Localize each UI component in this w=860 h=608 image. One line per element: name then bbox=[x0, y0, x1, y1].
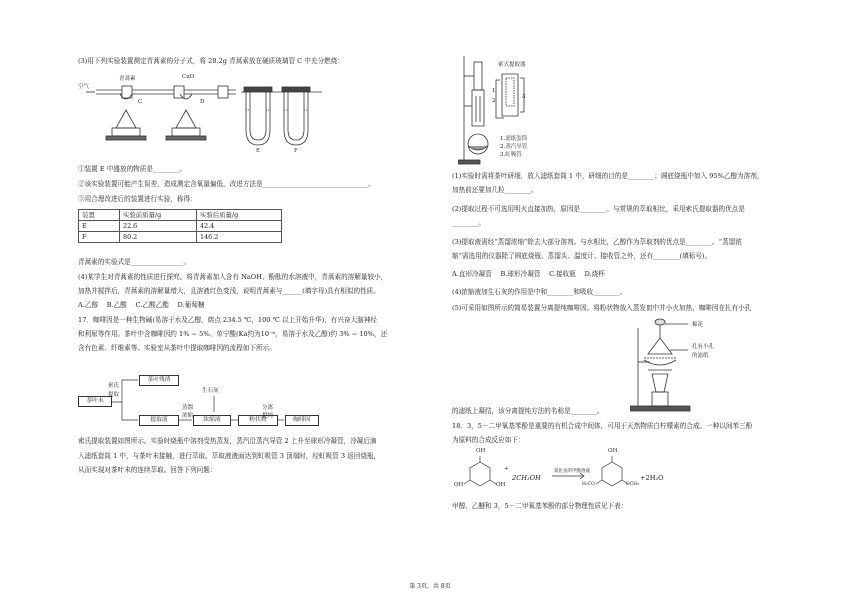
cuo-label: CuO bbox=[182, 74, 195, 80]
q4-line-2: 加热并搅拌后，青蒿素的溶解量增大，且溶液红色变浅，说明青蒿素与______(填字母)具有相似的性质。 bbox=[78, 287, 380, 295]
soxhlet-title: 索式提取器 bbox=[498, 62, 526, 68]
r-q1-line-2: 加热前还要加几粒________。 bbox=[452, 186, 538, 194]
r-q5-line-2: 的滤纸上凝结，该分离提纯方法的名称是________。 bbox=[452, 407, 604, 415]
reaction-condition: 氯化氢的甲醇溶液 bbox=[554, 469, 590, 474]
table-header: 装置 bbox=[79, 210, 120, 221]
label-d: D bbox=[200, 99, 205, 105]
table-cell: 42.4 bbox=[197, 221, 282, 232]
flow-tea-powder: 茶叶末 bbox=[78, 396, 112, 407]
table-cell: 22.6 bbox=[120, 221, 197, 232]
q4-line-1: (4)某学生对青蒿素的性质进行探究。将青蒿素加入含有 NaOH、酚酞的水溶液中，青蒿素的溶解量较小， bbox=[78, 273, 388, 281]
q3-item-3: ③用合理改进后的装置进行实验，称得： bbox=[78, 195, 197, 203]
q3-item-2: ②该实验装置可能产生误差，造成测定含氧量偏低，改进方法是________________________________。 bbox=[78, 180, 375, 188]
flow-concentrate: 浓缩液 bbox=[193, 415, 231, 426]
q17-line-6: 从而实现对茶叶末的连续萃取。回答下列问题： bbox=[78, 466, 217, 474]
flow-soxhlet-2: 提取 bbox=[108, 392, 120, 398]
table-cell: 146.2 bbox=[197, 232, 282, 243]
label-c: C bbox=[138, 99, 143, 105]
table-row bbox=[79, 221, 282, 232]
sublimation-apparatus-figure bbox=[630, 318, 730, 414]
r-q2-line-2: ________。 bbox=[452, 219, 485, 227]
water-product: +2H₂O bbox=[640, 474, 664, 482]
air-label: 空气 bbox=[78, 84, 90, 90]
label-e: E bbox=[256, 148, 261, 154]
r-q2-line-1: (2)提取过程不可选用明火直接加热，原因是________。与常规的萃取相比，采用索氏提取器的优点是 bbox=[452, 205, 745, 213]
soxhlet-legend-1: 1.滤纸套筒 bbox=[500, 136, 528, 142]
cotton-label: 棉花 bbox=[692, 322, 704, 328]
table-header: 实验前质量/g bbox=[120, 210, 197, 221]
reagent-methanol: 2CH₃OH bbox=[512, 474, 541, 482]
r-q4-line: (4)浓缩液加生石灰的作用是中和________和吸收________。 bbox=[452, 288, 627, 296]
r-q18-line-1: 18．3，5－二甲氧基苯酚是重要的有机合成中间体，可用于天然物质白柠檬素的合成。一种以间苯三酚 bbox=[452, 422, 753, 430]
q3-item-1: ①装置 E 中盛放的物质是________。 bbox=[78, 165, 186, 173]
flow-distill-1: 蒸馏 bbox=[182, 405, 194, 411]
r-q18-line-3: 甲醇、乙醚和 3，5－二甲氧基苯酚的部分物理性质见下表： bbox=[452, 502, 628, 510]
oh-top-left: OH bbox=[476, 448, 486, 454]
q17-line-3: 含有色素、纤维素等。实验室从茶叶中提取咖啡因的流程如下所示。 bbox=[78, 344, 276, 352]
flow-caffeine: 咖啡因 bbox=[285, 415, 319, 426]
flow-sep-1: 分离 bbox=[262, 405, 274, 411]
r-q1-line-1: (1)实验时需将茶叶研细，放入滤纸套筒 1 中，研细的目的是________；圆底烧瓶中加入 95%乙醇为溶剂， bbox=[452, 172, 764, 180]
table-header: 实验后质量/g bbox=[197, 210, 282, 221]
q17-line-4: 索氏提取装置如图所示。实验时烧瓶中溶剂受热蒸发，蒸汽沿蒸汽导管 2 上升至球形冷凝管，冷凝后滴 bbox=[78, 437, 377, 445]
h3co-label: H₃CO bbox=[582, 482, 595, 487]
soxhlet-legend-3: 3.虹吸管 bbox=[500, 152, 522, 158]
flow-extract: 提取液 bbox=[139, 415, 179, 426]
r-q3-line-1: (3)提取液需经“蒸馏浓缩”除去大部分溶剂。与水相比，乙醇作为萃取剂的优点是________。“蒸馏浓 bbox=[452, 238, 742, 246]
table-row bbox=[79, 232, 282, 243]
plus-sign: + bbox=[504, 466, 509, 472]
oh-bottom-left: OH bbox=[454, 482, 464, 488]
r-q3-options: A.直形冷凝管 B.球形冷凝管 C.接收瓶 D.烧杯 bbox=[452, 270, 605, 278]
table-cell: F bbox=[79, 232, 120, 243]
q4-options: A.乙醇 B.乙酸 C.乙酸乙酯 D.葡萄糖 bbox=[78, 301, 205, 309]
page-footer: 第 3页，共 8页 bbox=[409, 583, 451, 590]
mass-table bbox=[78, 209, 282, 243]
r-q3-line-2: 缩”需选用的仪器除了圆底烧瓶、蒸馏头、温度计、接收管之外，还有________(填标号)。 bbox=[452, 252, 712, 260]
soxhlet-num-3: 3 bbox=[522, 94, 526, 100]
soxhlet-legend-2: 2.蒸汽导管 bbox=[500, 144, 528, 150]
table-cell: E bbox=[79, 221, 120, 232]
oh-bottom-right: OH bbox=[496, 482, 506, 488]
combustion-apparatus-figure bbox=[86, 70, 346, 162]
soxhlet-num-2: 2 bbox=[492, 98, 496, 104]
paper-label-2: 的滤纸 bbox=[692, 353, 709, 359]
r-q5-line-1: (5)可采用如图所示的简易装置分离提纯咖啡因。将粉状物放入蒸发皿中并小火加热，咖啡因在扎有小孔 bbox=[452, 304, 752, 312]
flow-distill-2: 浓缩 bbox=[182, 413, 194, 419]
och3-label: OCH₃ bbox=[626, 482, 639, 487]
q17-line-1: 17．咖啡因是一种生物碱(易溶于水及乙醇，熔点 234.5 ℃，100 ℃ 以上开始升华)，有兴奋大脑神经 bbox=[78, 316, 377, 324]
paper-label-1: 扎有小孔 bbox=[692, 344, 715, 350]
label-f: F bbox=[294, 148, 298, 154]
formula-line: 青蒿素的实验式是________________。 bbox=[78, 258, 191, 266]
flow-soxhlet-1: 索氏 bbox=[108, 383, 120, 389]
q3-intro: (3)用下列实验装置测定青蒿素的分子式，将 28.2g 青蒿素放在硬质玻璃管 C 中充分燃烧： bbox=[78, 57, 344, 65]
table-cell: 80.2 bbox=[120, 232, 197, 243]
flow-lime: 生石灰 bbox=[202, 388, 219, 394]
flow-sep-2: 提纯 bbox=[262, 413, 274, 419]
q17-line-2: 和利尿等作用。茶叶中含咖啡因约 1% ~ 5%、单宁酸(Ka约为10⁻⁶，易溶于水及乙醇)约 3% ~ 10%，还 bbox=[78, 330, 388, 338]
q17-line-5: 入滤纸套筒 1 中，与茶叶末接触，进行萃取。萃取液液面达到虹吸管 3 顶端时，经虹吸管 3 返回烧瓶， bbox=[78, 452, 381, 460]
flow-residue: 茶叶残渣 bbox=[139, 375, 179, 386]
flow-powder: 粉状物 bbox=[238, 415, 278, 426]
qinghaosu-label: 青蒿素 bbox=[119, 76, 136, 82]
soxhlet-num-1: 1 bbox=[492, 88, 496, 94]
oh-product: OH bbox=[608, 448, 618, 454]
r-q18-line-2: 为原料的合成反应如下： bbox=[452, 436, 525, 444]
table-header-row bbox=[79, 210, 282, 221]
